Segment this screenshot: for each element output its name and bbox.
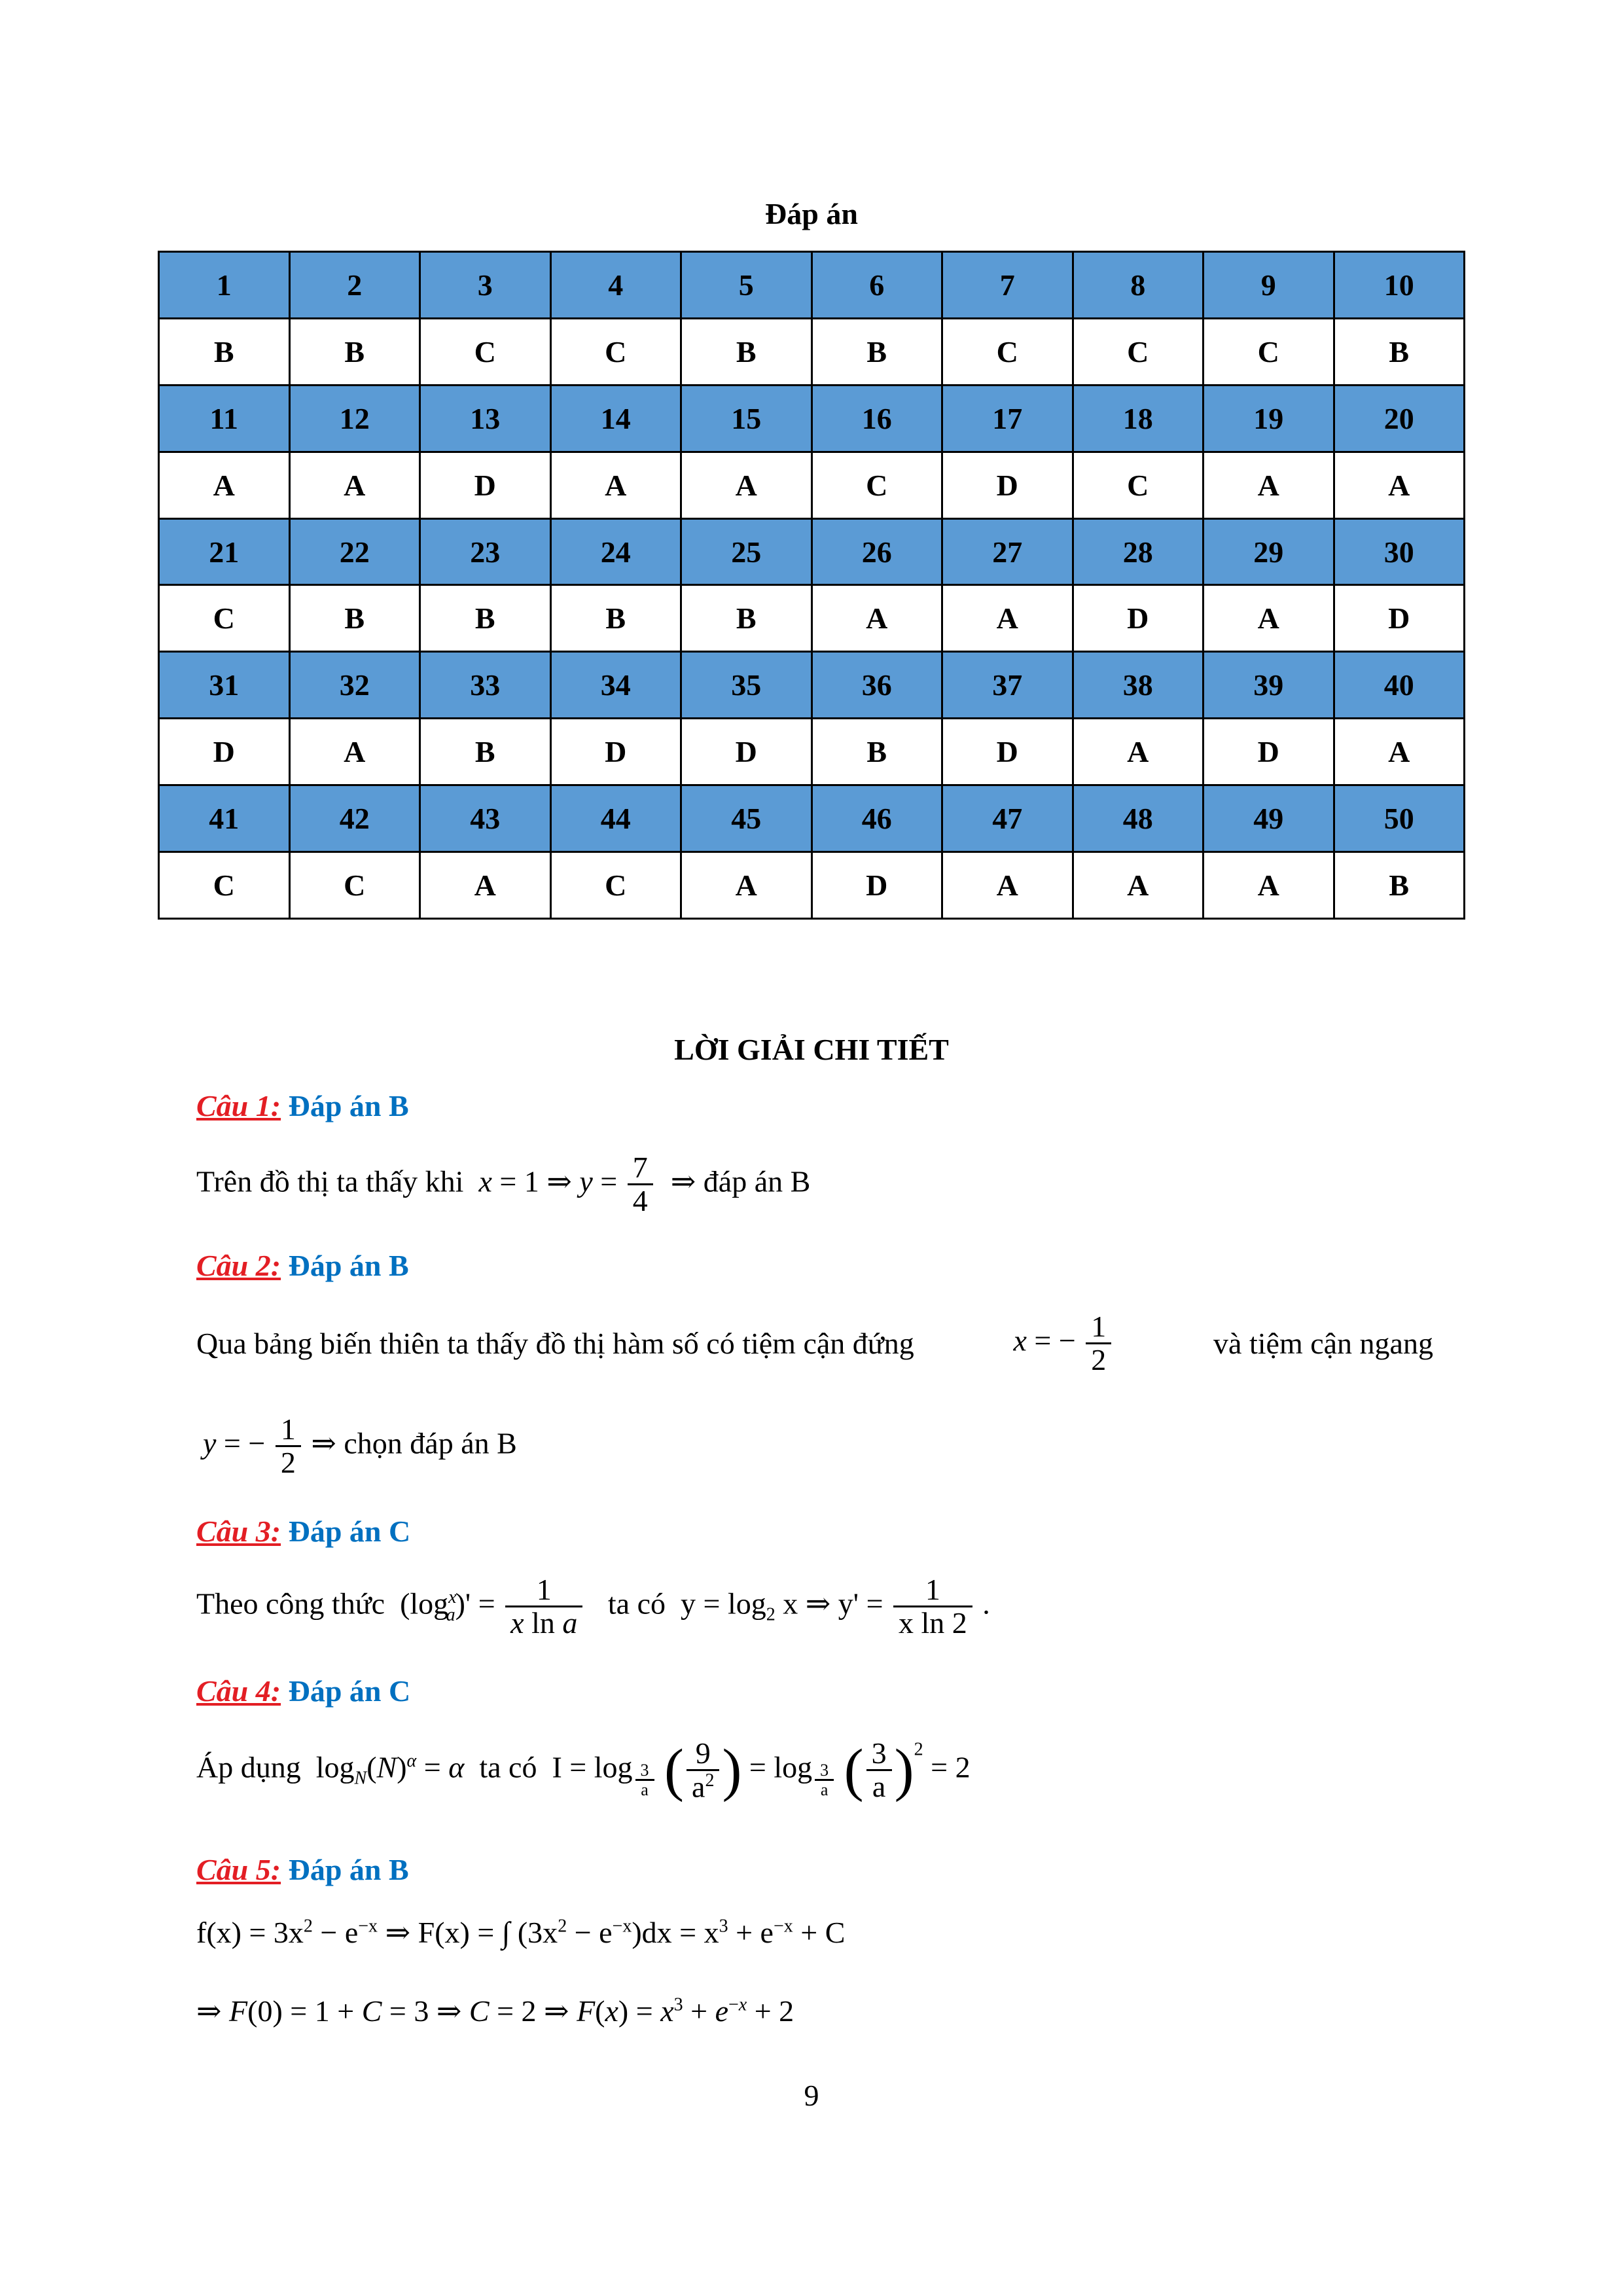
table-cell: 16 bbox=[812, 385, 942, 452]
table-row bbox=[159, 585, 1465, 652]
table-cell: 24 bbox=[550, 518, 681, 585]
table-row bbox=[159, 452, 1465, 518]
table-cell: 13 bbox=[420, 385, 551, 452]
table-cell: A bbox=[289, 719, 420, 785]
table-cell: A bbox=[289, 452, 420, 518]
solution-title: LỜI GIẢI CHI TIẾT bbox=[674, 1033, 949, 1066]
table-cell: 26 bbox=[812, 518, 942, 585]
q2-heading bbox=[196, 1248, 409, 1283]
table-cell: D bbox=[681, 719, 812, 785]
table-cell: 44 bbox=[550, 785, 681, 852]
table-cell: 45 bbox=[681, 785, 812, 852]
table-cell: A bbox=[420, 852, 551, 919]
table-cell: C bbox=[420, 318, 551, 385]
q5-line2: ⇒ F(0) = 1 + C = 3 ⇒ C = 2 ⇒ $F(x) = x^3 + e^{-x} + 2$ bbox=[196, 1994, 794, 2028]
table-cell: 47 bbox=[942, 785, 1073, 852]
table-cell: 25 bbox=[681, 518, 812, 585]
table-cell: 32 bbox=[289, 652, 420, 719]
q3-text-b: ta có bbox=[607, 1587, 666, 1621]
q1-text-a: Trên đồ thị ta thấy khi bbox=[196, 1164, 464, 1198]
table-cell: 27 bbox=[942, 518, 1073, 585]
table-cell: 11 bbox=[159, 385, 290, 452]
table-cell: C bbox=[159, 585, 290, 652]
table-cell: B bbox=[1334, 318, 1465, 385]
table-cell: B bbox=[550, 585, 681, 652]
table-cell: 39 bbox=[1204, 652, 1334, 719]
q4-text-a: Áp dụng bbox=[196, 1750, 301, 1784]
q3-line: Theo công thức $(\log^x_a)'$ = $\frac{1}{\text{x ln a}}$ ta có $y = \log_2 x$ ⇒ y' = $\frac{1}{\text{x ln 2}}$ . bbox=[196, 1573, 990, 1640]
table-cell: C bbox=[289, 852, 420, 919]
page-number: 9 bbox=[804, 2079, 819, 2112]
table-cell: 20 bbox=[1334, 385, 1465, 452]
q4-text-b: ta có bbox=[479, 1750, 537, 1784]
table-cell: 46 bbox=[812, 785, 942, 852]
table-cell: A bbox=[942, 585, 1073, 652]
table-cell: 42 bbox=[289, 785, 420, 852]
table-cell: 34 bbox=[550, 652, 681, 719]
table-cell: D bbox=[1073, 585, 1204, 652]
table-cell: 22 bbox=[289, 518, 420, 585]
table-cell: 4 bbox=[550, 252, 681, 319]
table-cell: 12 bbox=[289, 385, 420, 452]
q3-heading bbox=[196, 1514, 410, 1549]
table-cell: A bbox=[812, 585, 942, 652]
q4-answer: Đáp án C bbox=[288, 1674, 411, 1708]
table-cell: B bbox=[289, 318, 420, 385]
q3-answer: Đáp án C bbox=[288, 1515, 411, 1548]
table-cell: B bbox=[1334, 852, 1465, 919]
table-cell: 19 bbox=[1204, 385, 1334, 452]
table-cell: A bbox=[681, 452, 812, 518]
q1-label: Câu 1: bbox=[196, 1089, 281, 1122]
table-cell: A bbox=[1334, 719, 1465, 785]
table-row bbox=[159, 785, 1465, 852]
q2-line2: y = − $\frac{1}{2}$ ⇒ chọn đáp án B bbox=[203, 1412, 517, 1480]
table-cell: B bbox=[289, 585, 420, 652]
q2-label: Câu 2: bbox=[196, 1249, 281, 1282]
q2-text-c: chọn đáp án B bbox=[344, 1426, 517, 1460]
table-cell: 23 bbox=[420, 518, 551, 585]
table-cell: 28 bbox=[1073, 518, 1204, 585]
table-cell: D bbox=[1204, 719, 1334, 785]
table-row bbox=[159, 518, 1465, 585]
table-cell: 15 bbox=[681, 385, 812, 452]
q2-line1: Qua bảng biến thiên ta thấy đồ thị hàm số có tiệm cận đứng x = − $\frac{1}{2}$ và tiệm cận ngang bbox=[196, 1310, 1433, 1377]
table-cell: 2 bbox=[289, 252, 420, 319]
q4-heading bbox=[196, 1674, 410, 1708]
table-cell: D bbox=[942, 452, 1073, 518]
table-cell: 21 bbox=[159, 518, 290, 585]
table-cell: C bbox=[550, 852, 681, 919]
q5-line1: $f(x) = 3x^2 - e^{-x}$ ⇒ F(x) = ∫ $(3x^2 - e^{-x})dx = x^3 + e^{-x} + C$ bbox=[196, 1916, 846, 1949]
q2-answer: Đáp án B bbox=[288, 1249, 409, 1282]
table-cell: B bbox=[681, 585, 812, 652]
q3-label: Câu 3: bbox=[196, 1515, 281, 1548]
table-cell: A bbox=[942, 852, 1073, 919]
q5-heading bbox=[196, 1852, 409, 1887]
table-cell: 3 bbox=[420, 252, 551, 319]
q1-heading bbox=[196, 1088, 409, 1123]
table-cell: 35 bbox=[681, 652, 812, 719]
table-cell: B bbox=[812, 719, 942, 785]
q1-fraction: $\frac{7}{4}$ bbox=[628, 1152, 653, 1217]
table-cell: D bbox=[420, 452, 551, 518]
table-cell: 14 bbox=[550, 385, 681, 452]
table-row bbox=[159, 852, 1465, 919]
table-cell: A bbox=[1204, 852, 1334, 919]
q5-answer: Đáp án B bbox=[288, 1853, 409, 1886]
table-cell: 49 bbox=[1204, 785, 1334, 852]
table-cell: 1 bbox=[159, 252, 290, 319]
q1-line: Trên đồ thị ta thấy khi x = 1 ⇒ y = $\frac{7}{4}$ ⇒ đáp án B bbox=[196, 1151, 811, 1218]
table-cell: C bbox=[159, 852, 290, 919]
table-cell: B bbox=[420, 719, 551, 785]
q5-label: Câu 5: bbox=[196, 1853, 281, 1886]
q1-text-b: đáp án B bbox=[703, 1164, 811, 1198]
table-cell: B bbox=[681, 318, 812, 385]
table-cell: D bbox=[159, 719, 290, 785]
table-cell: 9 bbox=[1204, 252, 1334, 319]
table-cell: B bbox=[812, 318, 942, 385]
table-row bbox=[159, 252, 1465, 319]
table-cell: 50 bbox=[1334, 785, 1465, 852]
table-cell: 10 bbox=[1334, 252, 1465, 319]
table-cell: 17 bbox=[942, 385, 1073, 452]
table-cell: 29 bbox=[1204, 518, 1334, 585]
answer-title: Đáp án bbox=[765, 197, 858, 230]
table-cell: 31 bbox=[159, 652, 290, 719]
q4-label: Câu 4: bbox=[196, 1674, 281, 1708]
table-cell: C bbox=[550, 318, 681, 385]
table-cell: 36 bbox=[812, 652, 942, 719]
table-cell: 38 bbox=[1073, 652, 1204, 719]
q2-text-a: Qua bảng biến thiên ta thấy đồ thị hàm số có tiệm cận đứng bbox=[196, 1327, 914, 1361]
table-cell: 41 bbox=[159, 785, 290, 852]
table-cell: C bbox=[942, 318, 1073, 385]
table-row bbox=[159, 719, 1465, 785]
q2-text-b: và tiệm cận ngang bbox=[1213, 1327, 1433, 1361]
table-cell: A bbox=[1073, 852, 1204, 919]
table-cell: 37 bbox=[942, 652, 1073, 719]
table-cell: A bbox=[681, 852, 812, 919]
q4-line: Áp dụng $\log_N(N)^\alpha = \alpha$ ta có I = log $_{\frac{3}{a}}$ ( $\frac{9}{a^2}$ ) = log $_{\frac{3}{a}}$ ( $\frac{3}{a}$ )$^2$ = 2 bbox=[196, 1736, 971, 1804]
table-row bbox=[159, 318, 1465, 385]
table-row bbox=[159, 652, 1465, 719]
table-cell: A bbox=[159, 452, 290, 518]
table-cell: B bbox=[159, 318, 290, 385]
table-cell: B bbox=[420, 585, 551, 652]
table-cell: A bbox=[1204, 452, 1334, 518]
table-cell: 40 bbox=[1334, 652, 1465, 719]
table-cell: A bbox=[1204, 585, 1334, 652]
table-cell: D bbox=[550, 719, 681, 785]
q1-answer: Đáp án B bbox=[288, 1089, 409, 1122]
table-cell: 18 bbox=[1073, 385, 1204, 452]
table-cell: 7 bbox=[942, 252, 1073, 319]
table-cell: 43 bbox=[420, 785, 551, 852]
table-cell: 48 bbox=[1073, 785, 1204, 852]
table-cell: 30 bbox=[1334, 518, 1465, 585]
answer-table bbox=[158, 251, 1465, 920]
table-cell: 8 bbox=[1073, 252, 1204, 319]
table-cell: D bbox=[812, 852, 942, 919]
table-cell: C bbox=[1073, 452, 1204, 518]
table-cell: 5 bbox=[681, 252, 812, 319]
table-cell: 33 bbox=[420, 652, 551, 719]
q3-text-a: Theo công thức bbox=[196, 1587, 385, 1621]
table-cell: A bbox=[1334, 452, 1465, 518]
table-cell: D bbox=[942, 719, 1073, 785]
table-row bbox=[159, 385, 1465, 452]
table-cell: C bbox=[812, 452, 942, 518]
table-cell: D bbox=[1334, 585, 1465, 652]
table-cell: C bbox=[1073, 318, 1204, 385]
table-cell: A bbox=[550, 452, 681, 518]
table-cell: 6 bbox=[812, 252, 942, 319]
table-cell: C bbox=[1204, 318, 1334, 385]
table-cell: A bbox=[1073, 719, 1204, 785]
